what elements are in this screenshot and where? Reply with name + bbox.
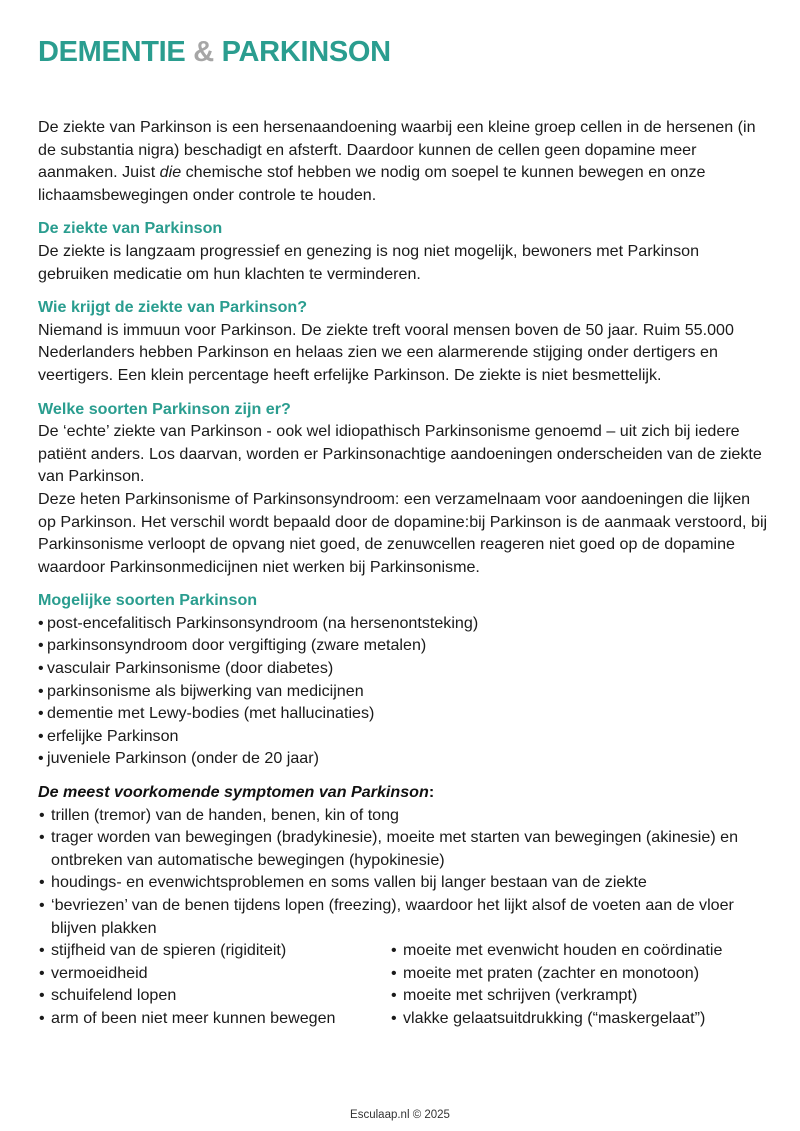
heading-symptoms-text: De meest voorkomende symptomen van Parkinson <box>38 783 429 802</box>
section-types <box>38 398 768 579</box>
possible-types-list <box>38 612 768 770</box>
list-item: • houdings- en evenwichtsproblemen en soms vallen bij langer bestaan van de ziekte <box>38 871 768 894</box>
list-item: • parkinsonisme als bijwerking van medicijnen <box>38 680 768 703</box>
list-item: • parkinsonsyndroom door vergiftiging (zware metalen) <box>38 634 768 657</box>
text-types-1: De ‘echte’ ziekte van Parkinson - ook wel idiopathisch Parkinsonisme genoemd – uit zich bij iedere patiënt anders. Los daarvan, worden er Parkinsonachtige aandoeningen onderscheiden van de ziekte van Parkinson. <box>38 422 762 486</box>
intro-emphasis: die <box>159 163 182 182</box>
list-item: • dementie met Lewy-bodies (met hallucinaties) <box>38 702 768 725</box>
section-possible-types <box>38 589 768 770</box>
list-item: • juveniele Parkinson (onder de 20 jaar) <box>38 747 768 770</box>
text-disease: De ziekte is langzaam progressief en genezing is nog niet mogelijk, bewoners met Parkinson gebruiken medicatie om hun klachten te verminderen. <box>38 241 700 283</box>
section-symptoms <box>38 781 768 1030</box>
symptoms-list-left <box>38 939 390 1029</box>
intro-text-start: De ziekte van Parkinson is een hersenaandoening waarbij een kleine groep cellen in de hersenen (in de substantia nigra) beschadigt en afsterft. Daardoor kunnen de cellen geen dopamine meer aanmaken. Juist <box>38 118 756 182</box>
article-body <box>38 116 768 1030</box>
title-dementie: DEMENTIE <box>38 36 186 68</box>
list-item: • vasculair Parkinsonisme (door diabetes) <box>38 657 768 680</box>
list-item: • moeite met praten (zachter en monotoon) <box>390 962 768 985</box>
intro-text-end: chemische stof hebben we nodig om soepel te kunnen bewegen en onze lichaamsbewegingen onder controle te houden. <box>38 163 706 204</box>
heading-types: Welke soorten Parkinson zijn er? <box>38 399 291 418</box>
heading-possible-types: Mogelijke soorten Parkinson <box>38 591 258 610</box>
heading-who: Wie krijgt de ziekte van Parkinson? <box>38 298 308 317</box>
page-footer: Esculaap.nl © 2025 <box>350 1109 450 1121</box>
heading-symptoms <box>38 781 768 804</box>
symptoms-columns <box>38 939 768 1029</box>
page-title <box>38 36 391 69</box>
text-types-2: Deze heten Parkinsonisme of Parkinsonsyndroom: een verzamelnaam voor aandoeningen die lijken op Parkinson. Het verschil wordt bepaald door de dopamine:bij Parkinson is de aanmaak verstoord, bij Parkinsonisme verloopt de opvang niet goed, de zenuwcellen reageren niet goed op de dopamine waardoor Parkinsonmedicijnen niet werken bij Parkinsonisme. <box>38 489 768 576</box>
list-item: • trager worden van bewegingen (bradykinesie), moeite met starten van bewegingen (akinesie) en ontbreken van automatische bewegingen (hypokinesie) <box>38 826 768 871</box>
title-parkinson: PARKINSON <box>221 36 391 68</box>
title-ampersand: & <box>193 36 214 68</box>
list-item: • moeite met evenwicht houden en coördinatie <box>390 939 768 962</box>
list-item: • trillen (tremor) van de handen, benen, kin of tong <box>38 804 768 827</box>
heading-disease: De ziekte van Parkinson <box>38 219 223 238</box>
list-item: • vermoeidheid <box>38 962 390 985</box>
list-item: • moeite met schrijven (verkrampt) <box>390 984 768 1007</box>
list-item: • vlakke gelaatsuitdrukking (“maskergelaat”) <box>390 1007 768 1030</box>
list-item: • post-encefalitisch Parkinsonsyndroom (na hersenontsteking) <box>38 612 768 635</box>
symptoms-list-right <box>390 939 768 1029</box>
list-item: • ‘bevriezen’ van de benen tijdens lopen (freezing), waardoor het lijkt alsof de voeten aan de vloer blijven plakken <box>38 894 768 939</box>
list-item: • stijfheid van de spieren (rigiditeit) <box>38 939 390 962</box>
heading-symptoms-colon: : <box>428 783 435 802</box>
list-item: • erfelijke Parkinson <box>38 725 768 748</box>
section-who <box>38 296 768 386</box>
list-item: • schuifelend lopen <box>38 984 390 1007</box>
symptoms-list <box>38 804 768 940</box>
section-disease <box>38 217 768 285</box>
text-who: Niemand is immuun voor Parkinson. De ziekte treft vooral mensen boven de 50 jaar. Ruim 55.000 Nederlanders hebben Parkinson en helaas zien we een alarmerende stijging onder dertigers en veertigers. Een klein percentage heeft erfelijke Parkinson. De ziekte is niet besmettelijk. <box>38 320 734 384</box>
list-item: • arm of been niet meer kunnen bewegen <box>38 1007 390 1030</box>
intro-paragraph <box>38 116 768 206</box>
